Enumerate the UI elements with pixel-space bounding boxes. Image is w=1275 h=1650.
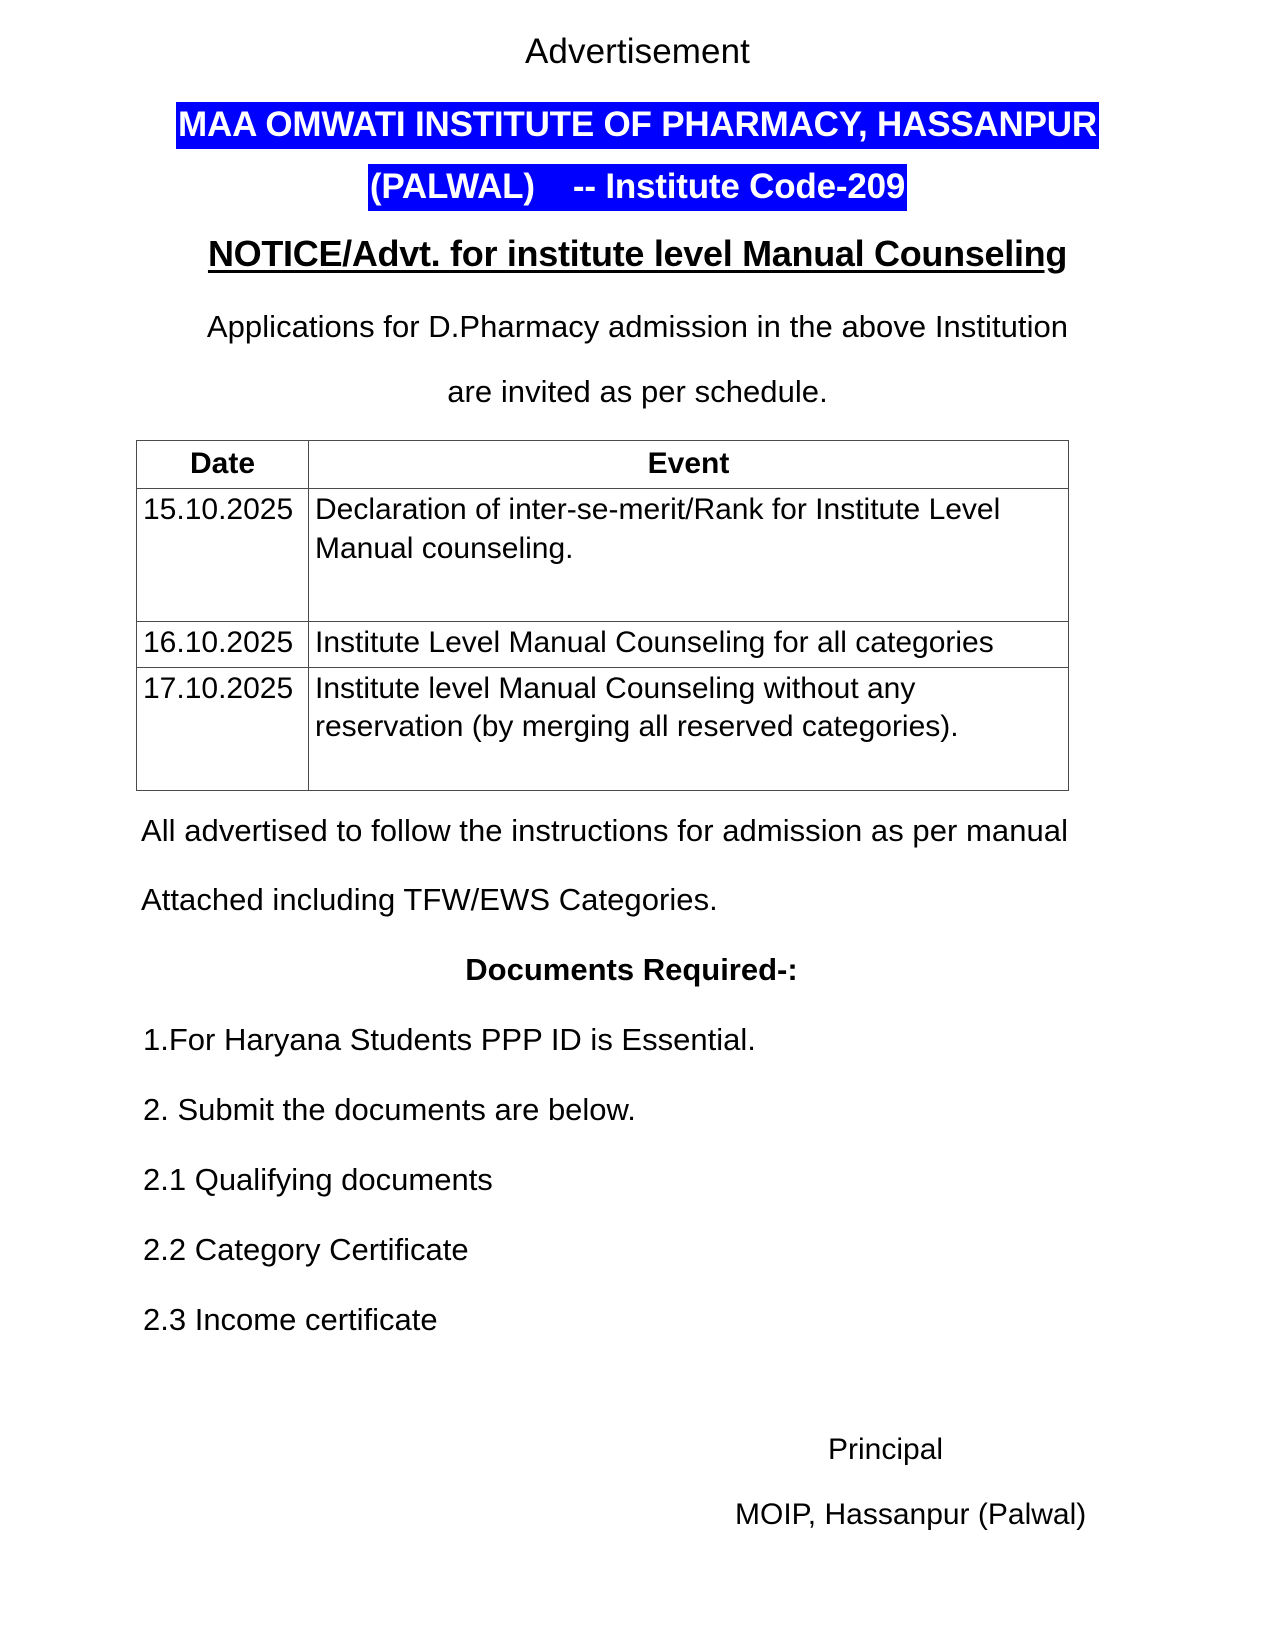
cell-date: 16.10.2025 bbox=[137, 622, 309, 667]
table-row bbox=[137, 667, 1069, 790]
cell-date: 15.10.2025 bbox=[137, 489, 309, 622]
cell-event: Institute Level Manual Counseling for all categories bbox=[309, 622, 1069, 667]
list-item: 2.1 Qualifying documents bbox=[143, 1161, 493, 1197]
intro-line-1: Applications for D.Pharmacy admission in the above Institution bbox=[206, 309, 1069, 344]
schedule-table-wrapper bbox=[0, 407, 1275, 791]
institute-name-line-2-row bbox=[0, 142, 1275, 204]
list-item: 2.3 Income certificate bbox=[143, 1301, 438, 1337]
table-header-row bbox=[137, 441, 1069, 489]
column-header-event: Event bbox=[309, 441, 1069, 489]
schedule-table bbox=[136, 440, 1069, 791]
intro-line-2: are invited as per schedule. bbox=[447, 374, 828, 409]
signature-organization: MOIP, Hassanpur (Palwal) bbox=[735, 1497, 1087, 1531]
list-item: 1.For Haryana Students PPP ID is Essential. bbox=[143, 1021, 756, 1057]
advertisement-heading: Advertisement bbox=[524, 32, 750, 71]
list-item: 2.2 Category Certificate bbox=[143, 1231, 469, 1267]
table-row bbox=[137, 622, 1069, 667]
table-row bbox=[137, 489, 1069, 622]
institute-name-line-1-row bbox=[0, 69, 1275, 142]
column-header-date: Date bbox=[137, 441, 309, 489]
documents-required-title: Documents Required-: bbox=[465, 951, 798, 987]
cell-event: Institute level Manual Counseling without any reservation (by merging all reserved categories). bbox=[309, 667, 1069, 790]
list-item: 2. Submit the documents are below. bbox=[143, 1091, 636, 1127]
signature-designation: Principal bbox=[828, 1432, 944, 1466]
notice-title: NOTICE/Advt. for institute level Manual Counseling bbox=[207, 233, 1068, 274]
cell-event: Declaration of inter-se-merit/Rank for Institute Level Manual counseling. bbox=[309, 489, 1069, 622]
note-line-2: Attached including TFW/EWS Categories. bbox=[141, 881, 718, 917]
institute-name-line-2: (PALWAL) -- Institute Code-209 bbox=[368, 164, 907, 211]
cell-date: 17.10.2025 bbox=[137, 667, 309, 790]
institute-name-line-1: MAA OMWATI INSTITUTE OF PHARMACY, HASSANPUR bbox=[176, 102, 1099, 149]
note-line-1: All advertised to follow the instructions for admission as per manual bbox=[141, 812, 1069, 848]
